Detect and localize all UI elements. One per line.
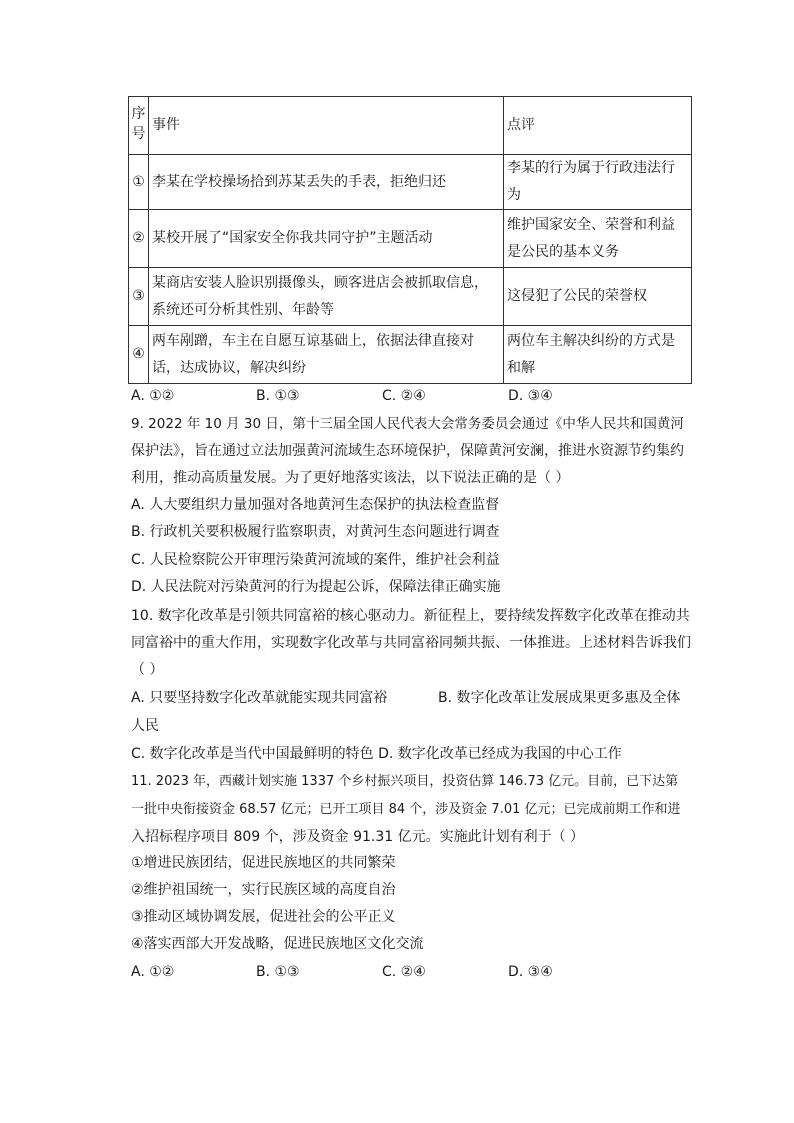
q10-stem-line-3: （ ） bbox=[131, 662, 164, 678]
q11-item-4: ④落实西部大开发战略，促进民族地区文化交流 bbox=[131, 936, 424, 952]
table-row bbox=[129, 268, 692, 326]
table-row bbox=[129, 155, 692, 210]
q10-options-c-d: C. 数字化改革是当代中国最鲜明的特色 D. 数字化改革已经成为我国的中心工作 bbox=[131, 746, 622, 762]
q9-option-d: D. 人民法院对污染黄河的行为提起公诉，保障法律正确实施 bbox=[131, 579, 501, 595]
row-event: 某校开展了“国家安全你我共同守护”主题活动 bbox=[149, 210, 504, 268]
row-event: 两车剐蹭，车主在自愿互谅基础上，依据法律直接对话，达成协议，解决纠纷 bbox=[149, 326, 504, 384]
event-table bbox=[128, 96, 692, 384]
q11-option-c: C. ②④ bbox=[382, 964, 426, 980]
row-comment: 这侵犯了公民的荣誉权 bbox=[504, 268, 692, 326]
q11-stem-line-2: 一批中央衔接资金 68.57 亿元；已开工项目 84 个，涉及资金 7.01 亿元；已完成前期工作和进 bbox=[131, 802, 681, 817]
table-row bbox=[129, 210, 692, 268]
q11-option-b: B. ①③ bbox=[256, 964, 300, 980]
q11-option-d: D. ③④ bbox=[508, 964, 553, 980]
header-event: 事件 bbox=[149, 97, 504, 155]
q11-item-3: ③推动区域协调发展，促进社会的公平正义 bbox=[131, 909, 396, 925]
q11-item-1: ①增进民族团结，促进民族地区的共同繁荣 bbox=[131, 855, 396, 871]
row-num: ④ bbox=[129, 326, 149, 384]
q10-stem-line-1: 10. 数字化改革是引领共同富裕的核心驱动力。新征程上，要持续发挥数字化改革在推动共 bbox=[131, 608, 690, 624]
q11-stem-line-3: 入招标程序项目 809 个，涉及资金 91.31 亿元。实施此计划有利于（ ） bbox=[131, 829, 585, 845]
q8-option-a: A. ①② bbox=[131, 388, 175, 404]
q10-option-b: B. 数字化改革让发展成果更多惠及全体 bbox=[438, 690, 681, 706]
table-header-row bbox=[129, 97, 692, 155]
q10-stem-line-2: 同富裕中的重大作用，实现数字化改革与共同富裕同频共振、一体推进。上述材料告诉我们 bbox=[131, 635, 691, 651]
row-comment: 两位车主解决纠纷的方式是和解 bbox=[504, 326, 692, 384]
row-comment: 维护国家安全、荣誉和利益是公民的基本义务 bbox=[504, 210, 692, 268]
q8-option-b: B. ①③ bbox=[256, 388, 300, 404]
table-row bbox=[129, 326, 692, 384]
row-num: ③ bbox=[129, 268, 149, 326]
q11-stem-line-1: 11. 2023 年，西藏计划实施 1337 个乡村振兴项目，投资估算 146.73 亿元。目前，已下达第 bbox=[131, 774, 679, 789]
header-num: 序号 bbox=[129, 97, 149, 155]
row-num: ② bbox=[129, 210, 149, 268]
q9-option-a: A. 人大要组织力量加强对各地黄河生态保护的执法检查监督 bbox=[131, 497, 500, 513]
header-comment: 点评 bbox=[504, 97, 692, 155]
row-event: 某商店安装人脸识别摄像头，顾客进店会被抓取信息，系统还可分析其性别、年龄等 bbox=[149, 268, 504, 326]
q11-item-2: ②维护祖国统一，实行民族区域的高度自治 bbox=[131, 882, 396, 898]
q9-option-b: B. 行政机关要积极履行监察职责，对黄河生态问题进行调查 bbox=[131, 524, 500, 540]
q10-option-a: A. 只要坚持数字化改革就能实现共同富裕 bbox=[131, 690, 388, 706]
q9-option-c: C. 人民检察院公开审理污染黄河流域的案件，维护社会利益 bbox=[131, 552, 500, 568]
row-comment: 李某的行为属于行政违法行为 bbox=[504, 155, 692, 210]
row-event: 李某在学校操场拾到苏某丢失的手表，拒绝归还 bbox=[149, 155, 504, 210]
q9-stem-line-2: 保护法》，旨在通过立法加强黄河流域生态环境保护，保障黄河安澜，推进水资源节约集约 bbox=[131, 443, 684, 459]
q9-stem-line-1: 9. 2022 年 10 月 30 日，第十三届全国人民代表大会常务委员会通过《中华人民共和国黄河 bbox=[131, 416, 684, 432]
q10-option-b-continued: 人民 bbox=[131, 718, 159, 734]
row-num: ① bbox=[129, 155, 149, 210]
q11-option-a: A. ①② bbox=[131, 964, 175, 980]
q8-option-c: C. ②④ bbox=[382, 388, 426, 404]
q9-stem-line-3: 利用，推动高质量发展。为了更好地落实该法，以下说法正确的是（ ） bbox=[131, 470, 570, 486]
q8-option-d: D. ③④ bbox=[508, 388, 553, 404]
